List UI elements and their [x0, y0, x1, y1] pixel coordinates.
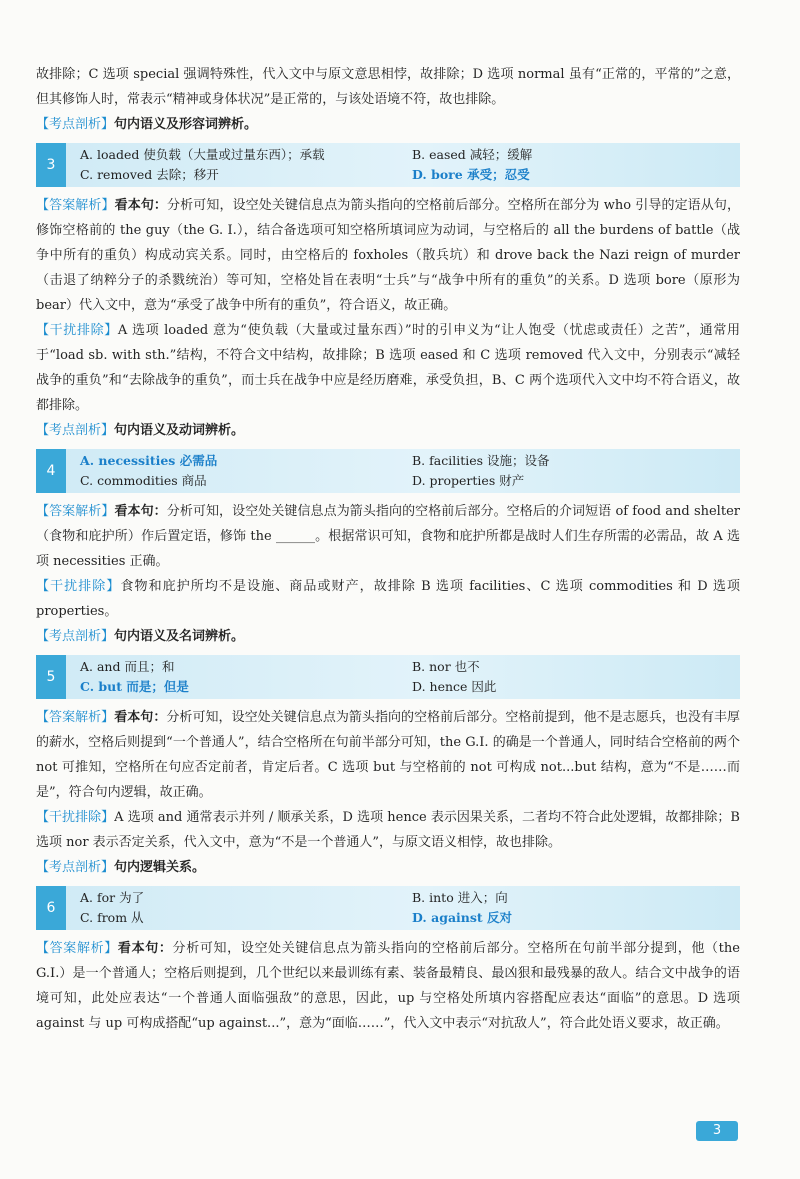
answer-lead: 看本句：: [114, 710, 167, 725]
intro-paragraph: 故排除；C 选项 special 强调特殊性，代入文中与原文意思相悖，故排除；D 选项 normal 虽有“正常的，平常的”之意，但其修饰人时，常表示“精神或身体状况”是正常的，与该处语境不符，故也排除。: [36, 67, 740, 107]
question-6-options: [36, 886, 740, 930]
page-content: [36, 62, 740, 1036]
option-d: D. hence 因此: [412, 679, 497, 694]
intro-analysis: [36, 112, 740, 137]
distractor-tag: 【干扰排除】: [36, 323, 118, 338]
question-4-options: [36, 449, 740, 493]
analysis-text: 句内语义及动词辨析。: [114, 423, 245, 438]
point-analysis: [36, 855, 740, 880]
answer-analysis: [36, 499, 740, 574]
option-b: B. into 进入；向: [412, 890, 508, 905]
answer-analysis: [36, 705, 740, 805]
option-d-correct: D. against 反对: [412, 910, 513, 925]
question-3-options: [36, 143, 740, 187]
answer-tag: 【答案解析】: [36, 198, 115, 213]
answer-tag: 【答案解析】: [36, 504, 115, 519]
option-c-correct: C. but 而是；但是: [80, 679, 189, 694]
page-number: 3: [696, 1121, 738, 1141]
answer-text: 分析可知，设空处关键信息点为箭头指向的空格前后部分。空格所在部分为 who 引导的定语从句，修饰空格前的 the guy（the G. I.），结合备选项可知空格所填词应为动词，与空格后的 all the burdens of battle（战争中所有的重负）构成动宾关系。同时，由空格后的 foxholes（散兵坑）和 drove back the Nazi reign of murder（击退了纳粹分子的杀戮统治）等可知，空格处旨在表明“士兵”与“战争中所有的重负”的关系。D 选项 bore（原形为 bear）代入文中，意为“承受了战争中所有的重负”，符合语义，故正确。: [36, 198, 740, 313]
distractor-tag: 【干扰排除】: [36, 810, 115, 825]
answer-lead: 看本句：: [114, 504, 167, 519]
distractor-text: A 选项 loaded 意为“使负载（大量或过量东西）”时的引申义为“让人饱受（忧虑或责任）之苦”，通常用于“load sb. with sth.”结构，不符合文中结构，故排除；B 选项 eased 和 C 选项 removed 代入文中，分别表示“减轻战争的重负”和“去除战争的重负”，而士兵在战争中应是经历磨难，承受负担，B、C 两个选项代入文中均不符合语义，故都排除。: [36, 323, 740, 413]
analysis-text: 句内语义及形容词辨析。: [114, 117, 258, 132]
question-5-options: [36, 655, 740, 699]
point-analysis: [36, 624, 740, 649]
analysis-tag: 【考点剖析】: [36, 117, 115, 132]
distractor-analysis: [36, 318, 740, 418]
option-a-correct: A. necessities 必需品: [80, 453, 218, 468]
option-d: D. properties 财产: [412, 473, 525, 488]
option-a: A. loaded 使负载（大量或过量东西）；承载: [80, 147, 325, 162]
question-number: 3: [36, 143, 66, 187]
option-a: A. and 而且；和: [80, 659, 175, 674]
option-c: C. commodities 商品: [80, 473, 207, 488]
question-number: 5: [36, 655, 66, 699]
option-a: A. for 为了: [80, 890, 145, 905]
distractor-analysis: [36, 805, 740, 855]
analysis-tag: 【考点剖析】: [36, 860, 115, 875]
analysis-text: 句内语义及名词辨析。: [114, 629, 245, 644]
answer-analysis: [36, 193, 740, 318]
option-c: C. from 从: [80, 910, 144, 925]
question-number: 4: [36, 449, 66, 493]
distractor-tag: 【干扰排除】: [36, 579, 121, 594]
answer-text: 分析可知，设空处关键信息点为箭头指向的空格前后部分。空格前提到，他不是志愿兵，也没有丰厚的薪水，空格后则提到“一个普通人”，结合空格所在句前半部分可知，the G.I. 的确是一个普通人，同时结合空格前的两个 not 可推知，空格所在句应否定前者，肯定后者。C 选项 but 与空格前的 not 可构成 not...but 结构，意为“不是……而是”，符合句内逻辑，故正确。: [36, 710, 740, 800]
answer-tag: 【答案解析】: [36, 710, 115, 725]
option-c: C. removed 去除；移开: [80, 167, 219, 182]
answer-analysis: [36, 936, 740, 1036]
distractor-analysis: [36, 574, 740, 624]
distractor-text: A 选项 and 通常表示并列 / 顺承关系，D 选项 hence 表示因果关系，二者均不符合此处逻辑，故都排除；B 选项 nor 表示否定关系，代入文中，意为“不是一个普通人”，与原文语义相悖，故也排除。: [36, 810, 740, 850]
question-number: 6: [36, 886, 66, 930]
point-analysis: [36, 418, 740, 443]
analysis-text: 句内逻辑关系。: [114, 860, 206, 875]
analysis-tag: 【考点剖析】: [36, 629, 115, 644]
analysis-tag: 【考点剖析】: [36, 423, 115, 438]
option-d-correct: D. bore 承受；忍受: [412, 167, 530, 182]
distractor-text: 食物和庇护所均不是设施、商品或财产，故排除 B 选项 facilities、C 选项 commodities 和 D 选项 properties。: [36, 579, 740, 619]
option-b: B. facilities 设施；设备: [412, 453, 550, 468]
answer-text: 分析可知，设空处关键信息点为箭头指向的空格前后部分。空格后的介词短语 of food and shelter（食物和庇护所）作后置定语，修饰 the ______。根据常识可知，食物和庇护所都是战时人们生存所需的必需品，故 A 选项 necessities 正确。: [36, 504, 740, 569]
answer-tag: 【答案解析】: [36, 941, 118, 956]
answer-text: 分析可知，设空处关键信息点为箭头指向的空格前后部分。空格所在句前半部分提到，他（the G.I.）是一个普通人；空格后则提到，几个世纪以来最训练有素、装备最精良、最凶狠和最残暴的敌人。结合文中战争的语境可知，此处应表达“一个普通人面临强敌”的意思，因此，up 与空格处所填内容搭配应表达“面临”的意思。D 选项 against 与 up 可构成搭配“up against...”，意为“面临……”，代入文中表示“对抗敌人”，符合此处语义要求，故正确。: [36, 941, 740, 1031]
option-b: B. nor 也不: [412, 659, 480, 674]
answer-lead: 看本句：: [114, 198, 168, 213]
option-b: B. eased 减轻；缓解: [412, 147, 533, 162]
answer-lead: 看本句：: [117, 941, 173, 956]
